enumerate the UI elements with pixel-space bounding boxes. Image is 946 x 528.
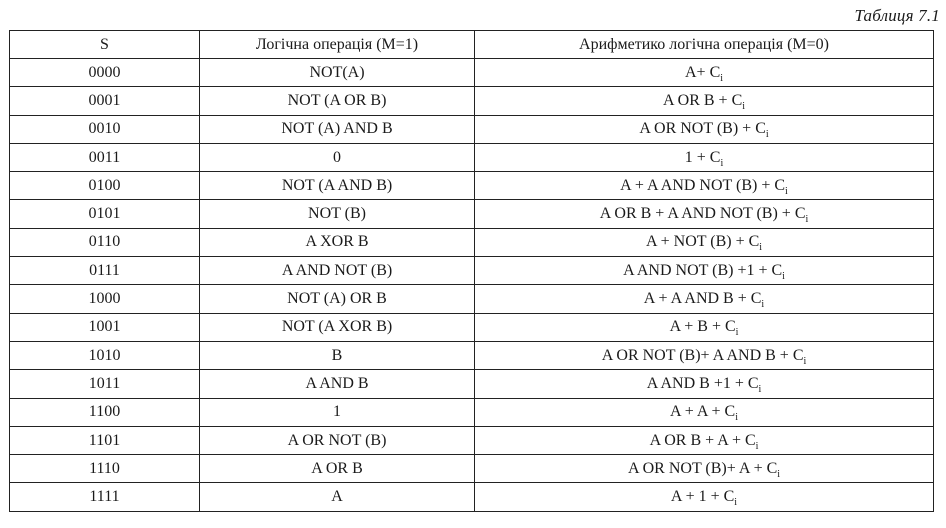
cell-arith bbox=[475, 483, 934, 511]
cell-s: 1111 bbox=[10, 483, 200, 511]
carry-subscript: i bbox=[759, 242, 763, 254]
carry-subscript: i bbox=[720, 157, 724, 169]
table-row bbox=[10, 143, 934, 171]
carry-subscript: i bbox=[777, 468, 781, 480]
cell-logic: 0 bbox=[200, 143, 475, 171]
cell-arith bbox=[475, 370, 934, 398]
cell-arith-text: A OR NOT (B)+ A + C bbox=[627, 459, 778, 477]
header-logic-operation: Логічна операція (M=1) bbox=[200, 31, 475, 59]
header-arith-logic-operation: Арифметико логічна операція (M=0) bbox=[475, 31, 934, 59]
cell-arith-text: A + 1 + C bbox=[670, 488, 735, 506]
cell-arith bbox=[475, 200, 934, 228]
cell-logic: NOT (A) OR B bbox=[200, 285, 475, 313]
carry-subscript: i bbox=[758, 383, 762, 395]
cell-s: 0010 bbox=[10, 115, 200, 143]
cell-logic: NOT (A OR B) bbox=[200, 87, 475, 115]
cell-arith-text: A + A + C bbox=[670, 403, 736, 421]
table-row bbox=[10, 257, 934, 285]
cell-arith-text: A OR B + C bbox=[662, 91, 743, 109]
table-caption: Таблиця 7.1 bbox=[854, 6, 940, 25]
cell-logic: A AND NOT (B) bbox=[200, 257, 475, 285]
cell-logic: 1 bbox=[200, 398, 475, 426]
cell-arith bbox=[475, 426, 934, 454]
carry-subscript: i bbox=[734, 497, 738, 509]
cell-logic: NOT(A) bbox=[200, 59, 475, 87]
cell-arith bbox=[475, 257, 934, 285]
table-row bbox=[10, 87, 934, 115]
cell-arith bbox=[475, 228, 934, 256]
table-row bbox=[10, 228, 934, 256]
cell-logic: A OR NOT (B) bbox=[200, 426, 475, 454]
table-row bbox=[10, 200, 934, 228]
cell-s: 0011 bbox=[10, 143, 200, 171]
cell-arith-text: A AND B +1 + C bbox=[646, 374, 759, 392]
cell-s: 1110 bbox=[10, 455, 200, 483]
cell-arith bbox=[475, 87, 934, 115]
cell-arith bbox=[475, 285, 934, 313]
cell-s: 0100 bbox=[10, 172, 200, 200]
carry-subscript: i bbox=[765, 129, 769, 141]
table-row bbox=[10, 115, 934, 143]
cell-logic: NOT (A) AND B bbox=[200, 115, 475, 143]
cell-arith-text: A OR NOT (B) + C bbox=[639, 120, 766, 138]
carry-subscript: i bbox=[805, 214, 809, 226]
cell-logic: A AND B bbox=[200, 370, 475, 398]
cell-arith-text: A + A AND NOT (B) + C bbox=[620, 176, 786, 194]
carry-subscript: i bbox=[735, 327, 739, 339]
cell-logic: NOT (A AND B) bbox=[200, 172, 475, 200]
carry-subscript: i bbox=[755, 440, 759, 452]
cell-arith-text: A OR B + A AND NOT (B) + C bbox=[599, 205, 806, 223]
cell-arith-text: A AND NOT (B) +1 + C bbox=[623, 261, 783, 279]
table-row bbox=[10, 370, 934, 398]
cell-arith bbox=[475, 172, 934, 200]
cell-arith bbox=[475, 143, 934, 171]
cell-s: 1000 bbox=[10, 285, 200, 313]
cell-arith bbox=[475, 59, 934, 87]
operations-table bbox=[9, 30, 934, 512]
cell-logic: NOT (A XOR B) bbox=[200, 313, 475, 341]
cell-s: 0101 bbox=[10, 200, 200, 228]
table-row bbox=[10, 455, 934, 483]
cell-arith bbox=[475, 341, 934, 369]
table-row bbox=[10, 285, 934, 313]
cell-arith-text: A + NOT (B) + C bbox=[645, 233, 760, 251]
table-row bbox=[10, 483, 934, 511]
table-row bbox=[10, 172, 934, 200]
cell-s: 1011 bbox=[10, 370, 200, 398]
cell-arith-text: 1 + C bbox=[684, 148, 721, 166]
cell-logic: B bbox=[200, 341, 475, 369]
table-row bbox=[10, 398, 934, 426]
cell-logic: A OR B bbox=[200, 455, 475, 483]
carry-subscript: i bbox=[782, 270, 785, 282]
table-row bbox=[10, 341, 934, 369]
cell-arith bbox=[475, 115, 934, 143]
cell-s: 0000 bbox=[10, 59, 200, 87]
carry-subscript: i bbox=[785, 185, 788, 197]
cell-s: 0110 bbox=[10, 228, 200, 256]
carry-subscript: i bbox=[803, 355, 807, 367]
cell-s: 0001 bbox=[10, 87, 200, 115]
cell-arith-text: A OR NOT (B)+ A AND B + C bbox=[601, 346, 804, 364]
cell-arith-text: A OR B + A + C bbox=[649, 431, 756, 449]
cell-s: 1001 bbox=[10, 313, 200, 341]
header-row bbox=[10, 31, 934, 59]
cell-s: 1010 bbox=[10, 341, 200, 369]
table-row bbox=[10, 313, 934, 341]
cell-arith-text: A + B + C bbox=[669, 318, 736, 336]
table-row bbox=[10, 59, 934, 87]
header-s: S bbox=[10, 31, 200, 59]
carry-subscript: i bbox=[720, 72, 724, 84]
cell-arith bbox=[475, 313, 934, 341]
cell-logic: A bbox=[200, 483, 475, 511]
cell-logic: NOT (B) bbox=[200, 200, 475, 228]
carry-subscript: i bbox=[742, 100, 746, 112]
cell-arith-text: A+ C bbox=[684, 63, 721, 81]
cell-arith bbox=[475, 398, 934, 426]
cell-s: 0111 bbox=[10, 257, 200, 285]
carry-subscript: i bbox=[761, 299, 765, 311]
table-row bbox=[10, 426, 934, 454]
cell-arith bbox=[475, 455, 934, 483]
cell-s: 1100 bbox=[10, 398, 200, 426]
cell-arith-text: A + A AND B + C bbox=[643, 290, 762, 308]
cell-s: 1101 bbox=[10, 426, 200, 454]
cell-logic: A XOR B bbox=[200, 228, 475, 256]
table-body bbox=[10, 59, 934, 512]
carry-subscript: i bbox=[735, 412, 738, 424]
